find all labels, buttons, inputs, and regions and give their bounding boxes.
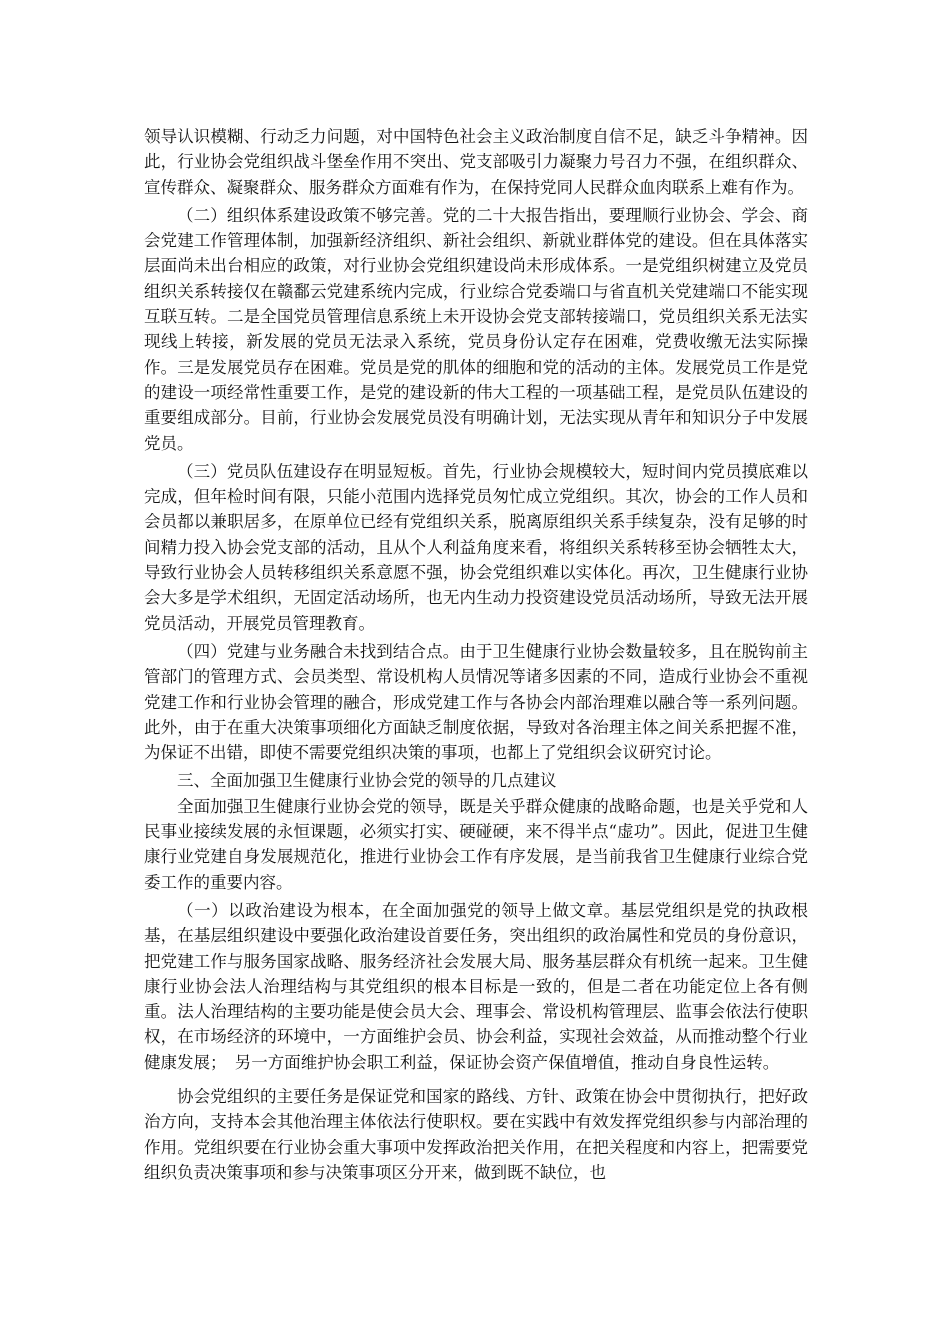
- paragraph-party-tasks: 协会党组织的主要任务是保证党和国家的路线、方针、政策在协会中贯彻执行，把好政治方向，支持本会其他治理主体依法行使职权。要在实践中有效发挥党组织参与内部治理的作用。党组织要在行业协会重大事项中发挥政治把关作用，在把关程度和内容上，把需要党组织负责决策事项和参与决策事项区分开来，做到既不缺位，也: [144, 1086, 808, 1182]
- paragraph-continued: 领导认识模糊、行动乏力问题，对中国特色社会主义政治制度自信不足，缺乏斗争精神。因此，行业协会党组织战斗堡垒作用不突出、党支部吸引力凝聚力号召力不强，在组织群众、宣传群众、凝聚群众、服务群众方面难有作为，在保持党同人民群众血肉联系上难有作为。: [144, 127, 808, 197]
- paragraph-intro-suggestions: 全面加强卫生健康行业协会党的领导，既是关乎群众健康的战略命题，也是关乎党和人民事业接续发展的永恒课题，必须实打实、硬碰硬，来不得半点“虚功”。因此，促进卫生健康行业党建自身发展规范化，推进行业协会工作有序发展，是当前我省卫生健康行业综合党委工作的重要内容。: [144, 796, 808, 892]
- paragraph-section-3: （三）党员队伍建设存在明显短板。首先，行业协会规模较大，短时间内党员摸底难以完成，但年检时间有限，只能小范围内选择党员匆忙成立党组织。其次，协会的工作人员和会员都以兼职居多，在原单位已经有党组织关系，脱离原组织关系手续复杂，没有足够的时间精力投入协会党支部的活动，且从个人利益角度来看，将组织关系转移至协会牺牲太大，导致行业协会人员转移组织关系意愿不强，协会党组织难以实体化。再次，卫生健康行业协会大多是学术组织，无固定活动场所，也无内生动力投资建设党员活动场所，导致无法开展党员活动，开展党员管理教育。: [144, 461, 808, 633]
- document-body: [144, 124, 808, 1185]
- paragraph-section-2: （二）组织体系建设政策不够完善。党的二十大报告指出，要理顺行业协会、学会、商会党建工作管理体制，加强新经济组织、新社会组织、新就业群体党的建设。但在具体落实层面尚未出台相应的政策，对行业协会党组织建设尚未形成体系。一是党组织树建立及党员组织关系转接仅在赣鄱云党建系统内完成，行业综合党委端口与省直机关党建端口不能实现互联互转。二是全国党员管理信息系统上未开设协会党支部转接端口，党员组织关系无法实现线上转接，新发展的党员无法录入系统，党员身份认定存在困难，党费收缴无法实际操作。三是发展党员存在困难。党员是党的肌体的细胞和党的活动的主体。发展党员工作是党的建设一项经常性重要工作，是党的建设新的伟大工程的一项基础工程，是党员队伍建设的重要组成部分。目前，行业协会发展党员没有明确计划，无法实现从青年和知识分子中发展党员。: [144, 205, 808, 453]
- paragraph-section-4: （四）党建与业务融合未找到结合点。由于卫生健康行业协会数量较多，且在脱钩前主管部门的管理方式、会员类型、常设机构人员情况等诸多因素的不同，造成行业协会不重视党建工作和行业协会管理的融合，形成党建工作与各协会内部治理难以融合等一系列问题。此外，由于在重大决策事项细化方面缺乏制度依据，导致对各治理主体之间关系把握不准，为保证不出错，即使不需要党组织决策的事项，也都上了党组织会议研究讨论。: [144, 641, 808, 763]
- paragraph-suggestion-1: （一）以政治建设为根本，在全面加强党的领导上做文章。基层党组织是党的执政根基，在基层组织建设中要强化政治建设首要任务，突出组织的政治属性和党员的身份意识，把党建工作与服务国家战略、服务经济社会发展大局、服务基层群众有机统一起来。卫生健康行业协会法人治理结构与其党组织的根本目标是一致的，但是二者在功能定位上各有侧重。法人治理结构的主要功能是使会员大会、理事会、常设机构管理层、监事会依法行使职权，在市场经济的环境中，一方面维护会员、协会利益，实现社会效益，从而推动整个行业健康发展； 另一方面维护协会职工利益，保证协会资产保值增值，推动自身良性运转。: [144, 900, 808, 1072]
- section-heading-three: 三、全面加强卫生健康行业协会党的领导的几点建议: [177, 771, 557, 791]
